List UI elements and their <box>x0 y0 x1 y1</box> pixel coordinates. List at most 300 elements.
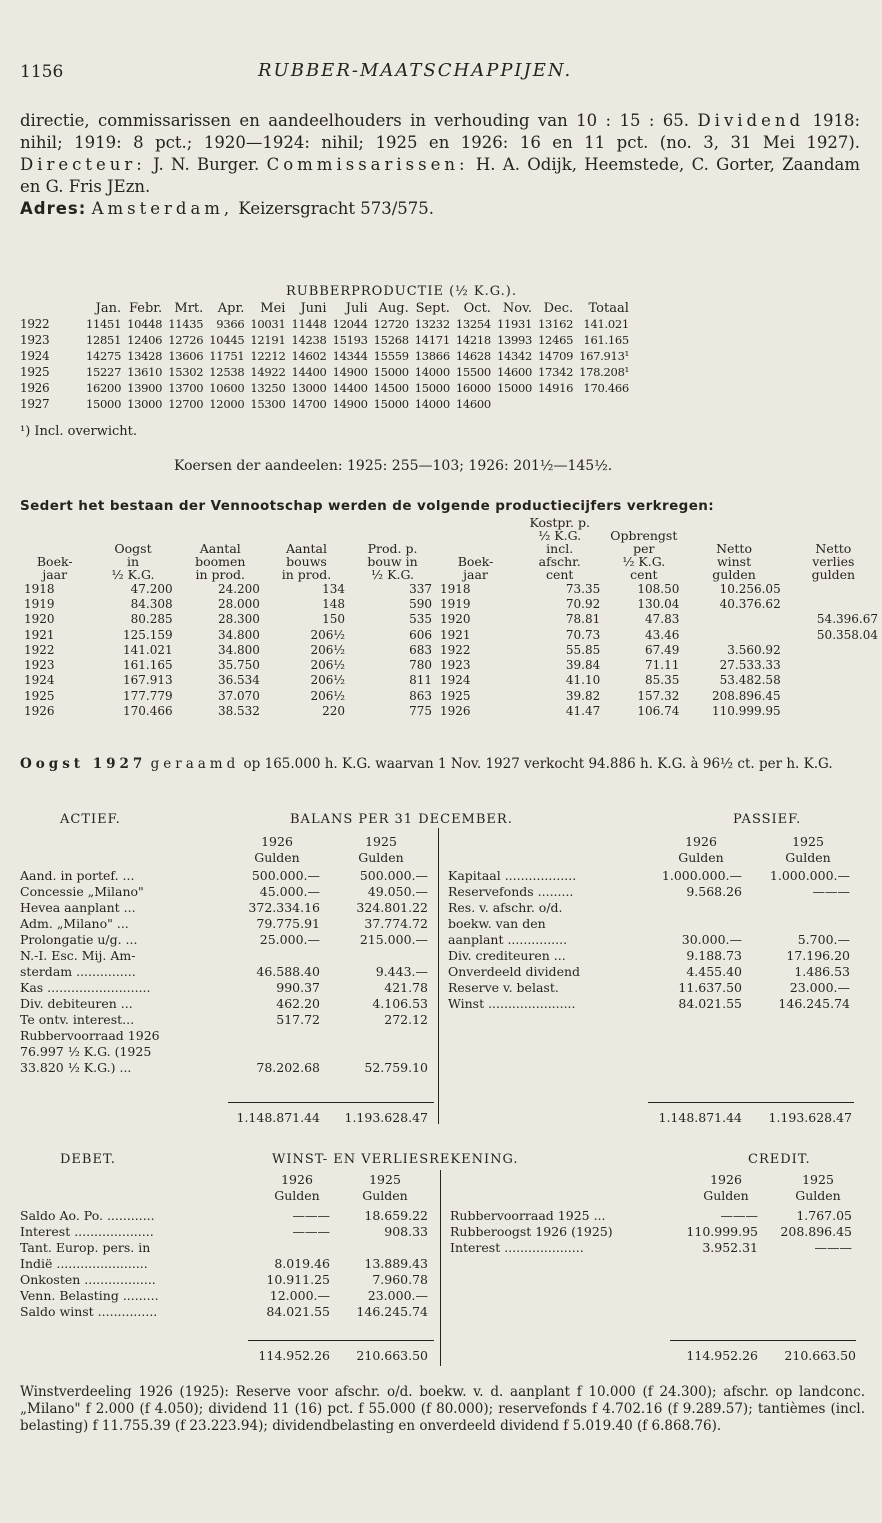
balans-passief-total-1925: 1.193.628.47 <box>768 1110 852 1125</box>
passief-amount: 23.000.— <box>789 979 850 995</box>
production-cell: 134 <box>322 581 346 596</box>
passief-row <box>448 995 850 1011</box>
rp-column-header: Juli <box>345 300 368 316</box>
production-cell: 43.46 <box>645 627 680 642</box>
rp-cell: 15268 <box>373 333 409 347</box>
production-cell: 37.070 <box>217 688 260 703</box>
rp-cell: 14700 <box>291 397 327 411</box>
production-cell: 41.47 <box>565 704 601 719</box>
production-cell: 170.466 <box>122 704 173 719</box>
rp-column-header: Febr. <box>128 300 163 316</box>
production-row <box>20 657 882 672</box>
production-row <box>20 612 882 627</box>
production-cell: 1923 <box>24 658 55 673</box>
rp-cell: 12000 <box>209 397 245 411</box>
production-cell: 55.85 <box>565 642 601 657</box>
debet-amount: 18.659.22 <box>364 1207 428 1223</box>
passief-amount: 1.000.000.— <box>661 867 742 883</box>
production-cell: 70.92 <box>565 596 601 611</box>
debet-label: Onkosten .................. <box>20 1271 156 1287</box>
commissarissen-label: Commissarissen: <box>266 155 469 174</box>
debet-amount: 23.000.— <box>367 1287 428 1303</box>
rp-cell: 161.165 <box>583 333 629 347</box>
rp-cell: 14344 <box>332 349 368 363</box>
production-row <box>20 673 882 688</box>
oogst-spaced: geraamd <box>150 756 240 772</box>
rp-cell: 10445 <box>209 333 245 347</box>
actief-row <box>20 1011 428 1027</box>
rp-cell: 9366 <box>216 317 245 331</box>
debet-amount: ——— <box>292 1223 330 1239</box>
rp-cell <box>532 396 573 412</box>
balans-divider <box>438 828 439 1124</box>
actief-amount: 500.000.— <box>359 867 428 883</box>
passief-amount: 11.637.50 <box>678 979 742 995</box>
rp-cell: 11451 <box>86 317 122 331</box>
wv-credit-total-rule <box>670 1340 856 1341</box>
production-cell <box>785 596 882 611</box>
rp-cell: 17342 <box>538 365 574 379</box>
production-cell <box>785 581 882 596</box>
production-cell: 206½ <box>310 688 346 703</box>
production-column-header: Opbrengst per ½ K.G. cent <box>610 528 678 582</box>
actief-row <box>20 931 428 947</box>
production-cell <box>785 703 882 718</box>
actief-amount: 37.774.72 <box>364 915 428 931</box>
production-cell: 1924 <box>439 673 471 688</box>
credit-amount: 1.767.05 <box>796 1207 852 1223</box>
rp-cell: 12851 <box>86 333 122 347</box>
actief-amount <box>228 1043 320 1059</box>
actief-label: Adm. „Milano" ... <box>20 915 129 931</box>
production-cell: 141.021 <box>122 642 173 657</box>
passief-label: Kapitaal .................. <box>448 867 577 883</box>
rp-cell: 13900 <box>127 381 163 395</box>
rp-cell: 15000 <box>86 397 122 411</box>
rp-cell: 11448 <box>291 317 327 331</box>
rp-cell: 13866 <box>414 349 450 363</box>
actief-label: N.-I. Esc. Mij. Am- <box>20 947 136 963</box>
balans-actief-heading: ACTIEF. <box>60 812 121 827</box>
actief-label: sterdam ............... <box>20 963 136 979</box>
wv-debet-total-1926: 114.952.26 <box>258 1348 330 1363</box>
production-cell: 78.81 <box>565 612 601 627</box>
intro-line-1: directie, commissarissen en aandeelhouders in verhouding van 10 : 15 : 65. <box>20 111 690 130</box>
passief-amount <box>742 899 850 915</box>
production-heading: Sedert het bestaan der Vennootschap werden de volgende productiecijfers verkregen: <box>20 498 715 514</box>
actief-amount <box>228 1027 320 1043</box>
credit-row <box>450 1223 852 1239</box>
rubberproductie-table <box>20 300 629 412</box>
balans-actief-total-1926: 1.148.871.44 <box>236 1110 320 1125</box>
production-cell: 1924 <box>24 673 55 688</box>
koersen-line: Koersen der aandeelen: 1925: 255—103; 1926: 201½—145½. <box>174 458 613 474</box>
credit-amount: 3.952.31 <box>702 1239 758 1255</box>
passief-label: boekw. van den <box>448 915 546 931</box>
rp-cell: 15559 <box>373 349 409 363</box>
adres-label: Adres: <box>20 199 87 218</box>
actief-row <box>20 883 428 899</box>
rp-cell: 15500 <box>455 365 491 379</box>
rp-row <box>20 380 629 396</box>
rp-year-cell: 1923 <box>20 333 50 347</box>
production-row <box>20 688 882 703</box>
production-column-header: Aantal boomen in prod. <box>195 541 246 582</box>
credit-label: Rubbervoorraad 1925 ... <box>450 1207 606 1223</box>
production-cell: 590 <box>409 596 432 611</box>
passief-amount: 5.700.— <box>797 931 850 947</box>
balans-passief-col-1926: 1926 Gulden <box>678 834 724 865</box>
credit-amount: 208.896.45 <box>780 1223 852 1239</box>
debet-amount: 13.889.43 <box>364 1255 428 1271</box>
rp-cell: 14900 <box>332 397 368 411</box>
production-cell: 108.50 <box>637 581 680 596</box>
actief-row <box>20 995 428 1011</box>
rp-cell: 14171 <box>414 333 450 347</box>
rp-column-header: Mrt. <box>174 300 204 316</box>
dividend-label: Dividend <box>697 111 805 130</box>
rp-column-header: Nov. <box>502 300 533 316</box>
production-cell: 28.300 <box>217 612 260 627</box>
rp-row <box>20 332 629 348</box>
production-cell: 167.913 <box>122 673 173 688</box>
wv-credit-table <box>450 1207 852 1255</box>
rubberproductie-header-row <box>20 300 629 316</box>
actief-label: Prolongatie u/g. ... <box>20 931 138 947</box>
production-cell: 24.200 <box>217 581 260 596</box>
page-number: 1156 <box>20 62 64 82</box>
actief-amount: 990.37 <box>276 979 320 995</box>
production-column-header: Kostpr. p. ½ K.G. incl. afschr. cent <box>529 515 590 582</box>
debet-amount: 8.019.46 <box>274 1255 330 1271</box>
production-cell <box>785 673 882 688</box>
rp-cell: 12191 <box>250 333 286 347</box>
actief-label: 76.997 ½ K.G. (1925 <box>20 1043 152 1059</box>
rp-cell: 14916 <box>538 381 574 395</box>
production-cell: 1923 <box>439 658 471 673</box>
rp-cell: 14400 <box>332 381 368 395</box>
wv-credit-col-1926: 1926 Gulden <box>703 1172 749 1203</box>
wv-title: WINST- EN VERLIESREKENING. <box>272 1152 519 1167</box>
balans-actief-col-1925: 1925 Gulden <box>358 834 404 865</box>
rp-year-cell: 1927 <box>20 397 50 411</box>
debet-row <box>20 1287 428 1303</box>
rp-row <box>20 316 629 332</box>
production-cell <box>785 642 882 657</box>
actief-amount <box>228 947 320 963</box>
debet-row <box>20 1303 428 1319</box>
passief-row <box>448 915 850 931</box>
rp-year-cell: 1926 <box>20 381 50 395</box>
production-table <box>20 516 882 719</box>
actief-row <box>20 1059 428 1075</box>
production-cell: 780 <box>409 658 432 673</box>
passief-row <box>448 867 850 883</box>
production-column-header: Aantal bouws in prod. <box>281 541 332 582</box>
rp-cell: 167.913¹ <box>579 349 629 363</box>
rp-cell: 12538 <box>209 365 245 379</box>
rp-cell: 13232 <box>414 317 450 331</box>
production-row <box>20 627 882 642</box>
production-cell: 1921 <box>24 627 55 642</box>
rp-column-header: Sept. <box>415 300 450 316</box>
production-row <box>20 581 882 596</box>
passief-amount: 17.196.20 <box>786 947 850 963</box>
actief-amount: 49.050.— <box>367 883 428 899</box>
production-cell: 130.04 <box>637 596 680 611</box>
production-cell: 1921 <box>439 627 471 642</box>
rp-cell: 13250 <box>250 381 286 395</box>
debet-amount: 146.245.74 <box>356 1303 428 1319</box>
production-cell: 775 <box>409 704 432 719</box>
rp-column-header: Apr. <box>217 300 245 316</box>
rp-cell: 14600 <box>455 397 491 411</box>
passief-amount: ——— <box>812 883 850 899</box>
production-cell: 1925 <box>24 688 55 703</box>
passief-amount <box>742 915 850 931</box>
wv-debet-table <box>20 1207 428 1319</box>
production-cell: 38.532 <box>217 704 260 719</box>
rp-column-header: Jan. <box>95 300 122 316</box>
credit-row <box>450 1207 852 1223</box>
actief-amount: 45.000.— <box>259 883 320 899</box>
actief-amount: 52.759.10 <box>364 1059 428 1075</box>
actief-label: Hevea aanplant ... <box>20 899 136 915</box>
production-header-row <box>20 516 882 581</box>
rp-cell <box>491 396 532 412</box>
debet-row <box>20 1271 428 1287</box>
rubberproductie-title: RUBBERPRODUCTIE (½ K.G.). <box>286 284 517 299</box>
actief-amount: 4.106.53 <box>372 995 428 1011</box>
actief-amount: 517.72 <box>276 1011 320 1027</box>
rp-cell: 12406 <box>127 333 163 347</box>
rp-year-cell: 1925 <box>20 365 50 379</box>
production-cell: 1925 <box>439 688 471 703</box>
rp-cell: 14709 <box>538 349 574 363</box>
credit-amount: 110.999.95 <box>686 1223 758 1239</box>
debet-label: Tant. Europ. pers. in <box>20 1239 151 1255</box>
actief-amount: 9.443.— <box>375 963 428 979</box>
passief-label: Reservefonds ......... <box>448 883 574 899</box>
balans-passief-col-1925: 1925 Gulden <box>785 834 831 865</box>
rp-cell: 15193 <box>332 333 368 347</box>
rp-row <box>20 396 629 412</box>
production-cell: 50.358.04 <box>816 627 878 642</box>
production-cell: 34.800 <box>217 627 260 642</box>
rp-cell: 15000 <box>414 381 450 395</box>
passief-amount: 84.021.55 <box>678 995 742 1011</box>
production-cell: 85.35 <box>645 673 680 688</box>
rp-cell: 15000 <box>373 365 409 379</box>
production-cell: 28.000 <box>217 596 260 611</box>
actief-amount: 272.12 <box>384 1011 428 1027</box>
production-cell: 1918 <box>24 581 55 596</box>
rp-column-header: Aug. <box>378 300 409 316</box>
debet-amount: ——— <box>292 1207 330 1223</box>
passief-label: aanplant ............... <box>448 931 568 947</box>
passief-amount: 9.188.73 <box>686 947 742 963</box>
actief-row <box>20 1027 428 1043</box>
rp-cell: 10448 <box>127 317 163 331</box>
passief-label: Onverdeeld dividend <box>448 963 581 979</box>
production-cell: 206½ <box>310 642 346 657</box>
production-cell: 36.534 <box>217 673 260 688</box>
rp-cell: 14922 <box>250 365 286 379</box>
actief-label: Kas .......................... <box>20 979 151 995</box>
production-column-header: Boek- jaar <box>36 554 73 582</box>
production-cell: 27.533.33 <box>719 658 781 673</box>
debet-amount: 7.960.78 <box>372 1271 428 1287</box>
rp-cell: 14275 <box>86 349 122 363</box>
production-cell <box>683 627 784 642</box>
rp-cell: 12726 <box>168 333 204 347</box>
production-column-header: Oogst in ½ K.G. <box>111 541 155 582</box>
debet-row <box>20 1255 428 1271</box>
rp-cell: 16200 <box>86 381 122 395</box>
production-cell: 110.999.95 <box>711 704 781 719</box>
production-cell: 54.396.67 <box>816 612 878 627</box>
passief-amount: 9.568.26 <box>686 883 742 899</box>
passief-row <box>448 979 850 995</box>
production-cell: 148 <box>322 596 346 611</box>
rp-cell: 14602 <box>291 349 327 363</box>
rp-cell: 12465 <box>538 333 574 347</box>
debet-label: Saldo winst ............... <box>20 1303 158 1319</box>
actief-row <box>20 947 428 963</box>
production-cell: 1919 <box>439 596 471 611</box>
debet-row <box>20 1223 428 1239</box>
debet-amount: 12.000.— <box>269 1287 330 1303</box>
debet-amount: 10.911.25 <box>266 1271 330 1287</box>
page-title: RUBBER-MAATSCHAPPIJEN. <box>258 60 573 81</box>
rp-cell: 15300 <box>250 397 286 411</box>
actief-amount: 462.20 <box>276 995 320 1011</box>
rp-cell: 13000 <box>127 397 163 411</box>
dividend-text: 1918: nihil; 1919: 8 pct.; 1920—1924: nihil; 1925 en 1926: 16 en 11 pct. (no. 3, 31 Mei 1927). <box>20 111 860 152</box>
rp-cell: 14000 <box>414 365 450 379</box>
passief-label: Div. crediteuren ... <box>448 947 566 963</box>
rubberproductie-note: ¹) Incl. overwicht. <box>20 424 137 439</box>
rp-cell <box>573 396 629 412</box>
debet-row <box>20 1239 428 1255</box>
balans-passief-total-1926: 1.148.871.44 <box>658 1110 742 1125</box>
production-cell: 1920 <box>24 612 55 627</box>
rp-cell: 11435 <box>168 317 204 331</box>
rp-cell: 15000 <box>496 381 533 395</box>
production-cell: 106.74 <box>637 704 680 719</box>
rp-cell: 14628 <box>455 349 491 363</box>
debet-label: Saldo Ao. Po. ............ <box>20 1207 155 1223</box>
production-cell <box>785 657 882 672</box>
actief-amount: 46.588.40 <box>256 963 320 979</box>
balans-actief-col-1926: 1926 Gulden <box>254 834 300 865</box>
production-cell: 35.750 <box>217 658 260 673</box>
rp-cell: 170.466 <box>583 381 629 395</box>
production-cell: 67.49 <box>645 642 680 657</box>
wv-credit-heading: CREDIT. <box>748 1152 811 1167</box>
production-cell: 683 <box>409 642 432 657</box>
adres-city: Amsterdam, <box>91 199 234 218</box>
production-cell: 206½ <box>310 627 346 642</box>
passief-row <box>448 947 850 963</box>
rp-cell: 14500 <box>373 381 409 395</box>
actief-amount <box>320 1043 428 1059</box>
rp-cell: 13000 <box>291 381 327 395</box>
rp-cell: 14400 <box>291 365 327 379</box>
actief-row <box>20 1043 428 1059</box>
actief-row <box>20 915 428 931</box>
oogst-text: op 165.000 h. K.G. waarvan 1 Nov. 1927 verkocht 94.886 h. K.G. à 96½ ct. per h. K.G. <box>239 756 833 772</box>
production-cell: 53.482.58 <box>719 673 781 688</box>
production-cell <box>785 688 882 703</box>
wv-credit-total-1926: 114.952.26 <box>686 1348 758 1363</box>
rp-year-cell: 1924 <box>20 349 50 363</box>
rp-column-header <box>20 300 80 316</box>
rp-cell: 141.021 <box>583 317 629 331</box>
passief-label: Res. v. afschr. o/d. <box>448 899 563 915</box>
rp-cell: 16000 <box>455 381 491 395</box>
production-column-header: Netto verlies gulden <box>811 541 856 582</box>
production-row <box>20 642 882 657</box>
rp-column-header: Mei <box>260 300 286 316</box>
credit-row <box>450 1239 852 1255</box>
actief-amount: 372.334.16 <box>248 899 320 915</box>
production-cell: 47.200 <box>130 581 173 596</box>
rp-cell: 14900 <box>332 365 368 379</box>
production-cell: 1919 <box>24 596 55 611</box>
rp-row <box>20 348 629 364</box>
production-cell: 208.896.45 <box>711 688 781 703</box>
rp-cell: 15000 <box>373 397 409 411</box>
actief-amount: 215.000.— <box>359 931 428 947</box>
wv-divider <box>440 1170 441 1366</box>
wv-credit-col-1925: 1925 Gulden <box>795 1172 841 1203</box>
production-cell: 80.285 <box>130 612 173 627</box>
rp-cell: 14218 <box>455 333 491 347</box>
balans-actief-total-rule <box>228 1102 434 1103</box>
rp-cell: 12700 <box>168 397 204 411</box>
production-cell: 39.82 <box>565 688 601 703</box>
commissarissen-text: H. A. Odijk, Heemstede, C. Gorter, Zaandam en G. Fris JEzn. <box>20 155 860 196</box>
balans-actief-table <box>20 867 428 1075</box>
actief-label: 33.820 ½ K.G.) ... <box>20 1059 132 1075</box>
actief-amount <box>320 947 428 963</box>
passief-row <box>448 931 850 947</box>
production-cell: 206½ <box>310 673 346 688</box>
production-cell: 10.256.05 <box>719 581 781 596</box>
passief-amount <box>644 915 742 931</box>
passief-amount: 1.000.000.— <box>769 867 850 883</box>
oogst-label: Oogst 1927 <box>20 756 147 772</box>
passief-row <box>448 899 850 915</box>
passief-row <box>448 963 850 979</box>
oogst-1927-note <box>20 756 865 772</box>
rp-cell: 14600 <box>496 365 533 379</box>
actief-row <box>20 963 428 979</box>
wv-debet-total-rule <box>248 1340 434 1341</box>
production-cell: 1926 <box>439 704 471 719</box>
passief-amount: 146.245.74 <box>778 995 850 1011</box>
production-cell: 41.10 <box>565 673 601 688</box>
rp-cell: 10600 <box>209 381 245 395</box>
debet-label: Indië ....................... <box>20 1255 148 1271</box>
production-cell: 125.159 <box>122 627 173 642</box>
production-cell: 337 <box>409 581 432 596</box>
rp-column-header: Oct. <box>463 300 491 316</box>
directeur-text: J. N. Burger. <box>145 155 267 174</box>
actief-row <box>20 867 428 883</box>
rp-cell: 14238 <box>291 333 327 347</box>
